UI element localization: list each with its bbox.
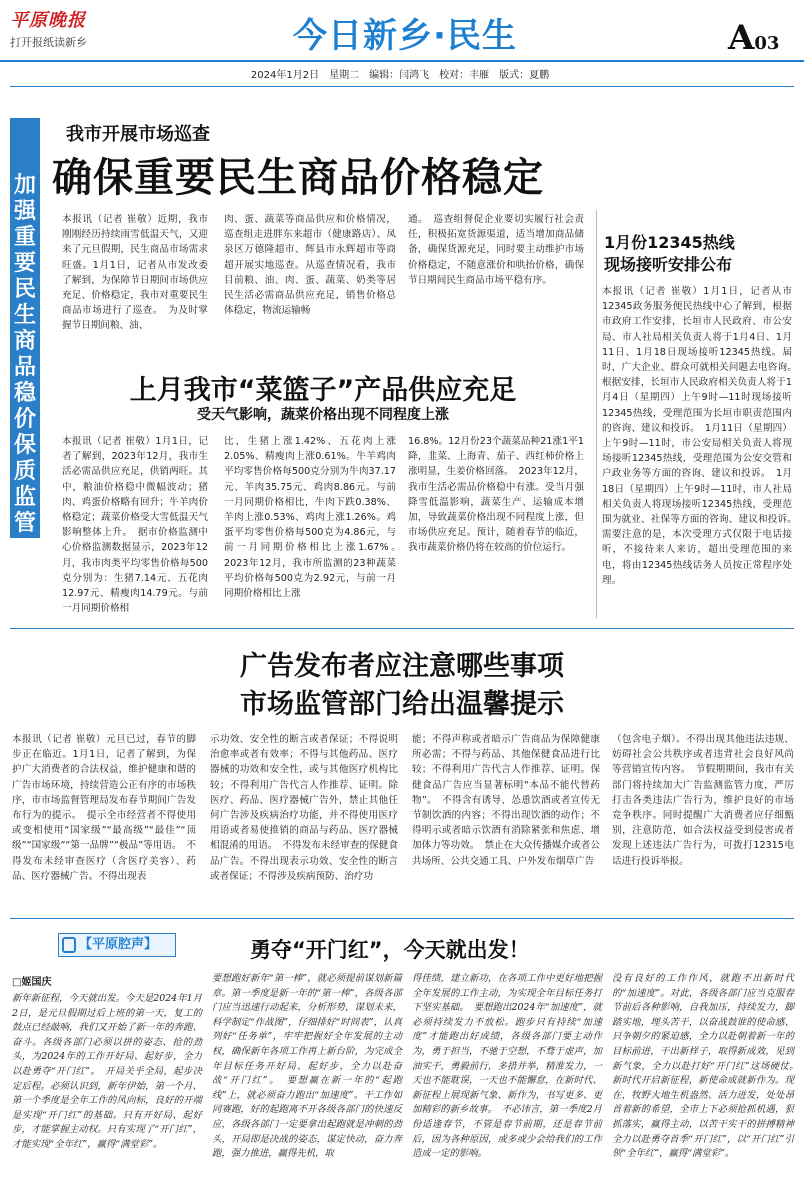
page-letter: A	[728, 18, 755, 58]
top-divider	[10, 86, 794, 87]
story2-col2: 比，生猪上涨1.42%、五花肉上涨2.05%、精瘦肉上涨0.61%。牛羊鸡肉平均零售价格每500克分别为牛肉37.17元、羊肉35.75元、鸡肉8.86元。与前一月同期价格相比，牛肉下跌0.38%、羊肉上涨0.53%、鸡肉上涨1.26%。鸡蛋平均零售价格每500克为4.86元，与前一月同期价格相比上涨1.67%。 2023年12月，我市所监测的23种蔬菜平均价格每500克为2.92元，与前一月同期价格相比上涨	[224, 436, 406, 600]
side-banner: 加强重要民生商品稳价保质监管	[10, 118, 40, 538]
page-number	[728, 18, 779, 58]
story3-headline-line1: 1月份12345热线	[604, 233, 735, 252]
story1-kicker: 我市开展市场巡查	[66, 124, 210, 145]
story4-headline-line2: 市场监管部门给出温馨提示	[240, 689, 564, 720]
column-tag-icon	[62, 937, 76, 953]
column-tag-label: 【平原腔声】	[79, 937, 158, 952]
masthead-logo	[10, 6, 110, 58]
story3-headline-line2: 现场接听安排公布	[604, 255, 733, 274]
story4-col1: 本报讯（记者 崔敬）元旦已过，春节的脚步正在临近。1月1日，记者了解到，为保护广大消费者的合法权益，维护健康和谐的广告市场环境，持续营造公正有序的市场秩序，市市场监督管理局发布春节期间广告发布行为的提示。 提示全市经营者不得使用或变相使用“国家级”“最高级”“最佳”“顶级”“国家级”“第一品牌”“极品”等用语。 不得发布未经审查医疗（含医疗美容）、药品、医疗器械广告。不得出现表	[12, 734, 196, 882]
mid-divider	[10, 628, 794, 629]
story1-col1: 本报讯（记者 崔敬）近期，我市刚刚经历持续雨雪低温天气，又迎来了元旦假期，民生商品市场需求旺盛。1月1日，记者从市发改委了解到，为保障节日期间市场供应充足、价格稳定，我市对重要民生商品市场进行了巡查。 为及时掌握节日期间粮、油、	[62, 214, 208, 332]
page-digits: 03	[754, 33, 780, 54]
story2-col1: 本报讯（记者 崔敬）1月1日，记者了解到，2023年12月，我市生活必需品供应充足，供销两旺。其中，粮油价格稳中微幅波动；猪肉、鸡蛋价格略有回升；牛羊肉价格稳定；蔬菜价格受大雪低温天气影响整体上升。 据市价格监测中心价格监测数据显示，2023年12月，我市肉类平均零售价格每500克分别为：生猪7.14元、五花肉12.97元、精瘦肉14.79元。与前一月同期价格相	[62, 436, 208, 615]
story4-headline	[140, 648, 664, 724]
story2-headline: 上月我市“菜篮子”产品供应充足	[129, 375, 517, 406]
story3-body: 本报讯（记者 崔敬）1月1日，记者从市12345政务服务便民热线中心了解到，根据市政府工作安排，长垣市人民政府、市公安局、市人社局相关负责人将于1月4日、1月11日、1月18日现场接听12345热线。届时，广大企业、群众可就相关问题去电咨询。 根据安排，长垣市人民政府相关负责人将于1月4日（星期四）上午9时—11时现场接听12345热线，受理范围为长垣市职责范围内的咨询、建议和投诉。 1月11日（星期四）上午9时—11时，市公安局相关负责人将现场接听12345热线，受理范围为公安交管和户政业务等方面的咨询、建议和投诉。 1月18日（星期四）上午9时—11时，市人社局相关负责人将现场接听12345热线，受理范围为就业、社保等方面的咨询、建议和投诉。 需要注意的是，本次受理方式仅限于电话接听，不接待来人来访，超出受理范围的来电，将由12345热线话务人员按正常程序处理。	[602, 286, 802, 586]
story4-col2: 示功效、安全性的断言或者保证；不得说明治愈率或者有效率；不得与其他药品、医疗器械的功效和安全性，或与其他医疗机构比较；不得利用广告代言人作推荐、证明。除医疗、药品、医疗器械广告外，禁止其他任何广告涉及疾病治疗功能，并不得使用医疗用语或者易使推销的商品与药品、医疗器械相混淆的用语。 不得发布未经审查的保健食品广告。不得出现表示功效、安全性的断言或者保证；不得涉及疾病预防、治疗功	[210, 734, 398, 882]
story1-col3: 通。 巡查组督促企业要切实履行社会责任，积极拓宽货源渠道，适当增加商品储备，确保货源充足，同时要主动维护市场价格稳定，不随意涨价和哄抬价格，确保节日期间民生商品市场平稳有序。	[408, 214, 584, 286]
story1-headline: 确保重要民生商品价格稳定	[52, 155, 544, 201]
story2-col3: 16.8%。12月份23个蔬菜品种21涨1平1降，韭菜、上海青、茄子、西红柿价格上涨明显，生姜价格回落。 2023年12月，我市生活必需品价格稳中有涨。受当月强降雪低温影响，蔬菜生产、运输成本增加，导致蔬菜价格出现不同程度上涨，但市场供应充足。预计，随着春节的临近，我市蔬菜价格仍将在较高的价位运行。	[408, 436, 584, 554]
story1-col2: 肉、蛋、蔬菜等商品供应和价格情况，巡查组走进胖东来超市（健康路店）、凤泉区万德隆超市、辉县市永辉超市等商超开展实地巡查。从巡查情况看，我市目前粮、油、肉、蛋、蔬菜、奶类等居民生活必需商品供应充足，销售价格总体稳定，物流运输畅	[224, 214, 396, 317]
story4-col4: （包含电子烟）。不得出现其他违法违规、妨碍社会公共秩序或者违背社会良好风尚等营销宣传内容。 节假期期间，我市有关部门将持续加大广告监测监管力度，严厉打击各类违法广告行为，维护良好的市场竞争秩序。同时提醒广大消费者应仔细甄别，注意防范，如合法权益受到侵害或者发现上述违法广告行为，可拨打12315电话进行投诉举报。	[612, 734, 794, 867]
essay-divider	[10, 918, 794, 919]
section-title: 今日新乡·民生	[293, 16, 517, 56]
essay-col1: 新年新征程，今天就出发。今天是2024年1月2日，是元旦假期过后上班的第一天，复工的鼓点已经敲响，我们又开始了新一年的奔跑、奋斗。各级各部门必须以拼的姿态、抢的劲头，为2024年的工作开好局、起好步，全力以赴勇夺“开门红”。 开局关乎全局，起步决定后程。必须认识到，新年伊始，第一个月、第一个季度是全年工作的风向标，良好的开端是实现“开门红”的基础。只有开好局、起好步，才能掌握主动权。只有实现了“开门红”，才能实现“全年红”，赢得“满堂彩”。	[12, 993, 202, 1150]
header-rule	[0, 60, 804, 62]
story4-headline-line1: 广告发布者应注意哪些事项	[240, 651, 564, 682]
right-column-divider	[596, 210, 597, 618]
essay-col2: 要想跑好新年“第一棒”，就必须提前谋划新篇章。第一季度是新一年的“第一棒”，各级各部门应当迅速行动起来，分析形势，谋划未来，科学制定“作战图”，仔细排好“时间表”，认真列好“任务单”，牢牢把握好全年发展的主动权，确保新年各项工作再上新台阶，为完成全年目标任务开好局、起好步，全力以赴奋战“开门红”。 要想赢在新一年的“起跑线”上，就必须奋力跑出“加速度”。干工作如同赛跑，好的起跑离不开各级各部门的快速反应，各级各部门一定要拿出起跑就是冲刺的劲头，开局即是决战的姿态，谋定快动，奋力奔跑，强力推进，赢得先机，取	[212, 973, 402, 1160]
dateline: 2024年1月2日 星期二 编辑：闫鸿飞 校对：丰雁 版式：夏鹏	[250, 70, 550, 81]
essay-col4: 没有良好的工作作风，就跑不出新时代的“加速度”。对此，各级各部门应当克服春节前后各种影响，自我加压，持续发力，脚踏实地，埋头苦干，以奋战鼓谁的使命感、只争朝夕的紧迫感，全力以赴朝着新一年的目标前进，干出新样子，取得新成效，见到新气象，全力以赴打好“开门红”这场硬仗。 新时代开启新征程，新使命成就新作为。现在，牧野大地生机盎然、活力迸发，处处昂首着新的希望，全市上下必须抢抓机遇，狠抓落实，赢得主动，以苦干实干的拼搏精神全力以赴勇夺首季“开门红”，以“开门红”引领“全年红”，赢得“满堂彩”。	[612, 973, 804, 1160]
newspaper-slogan: 打开报纸读新乡	[10, 36, 87, 49]
column-tag	[58, 933, 176, 957]
story3-headline	[604, 232, 794, 276]
story2-subhead: 受天气影响，蔬菜价格出现不同程度上涨	[197, 407, 449, 423]
newspaper-logo: 平原晚报	[10, 10, 86, 31]
story4-col3: 能；不得声称或者暗示广告商品为保障健康所必需；不得与药品、其他保健食品进行比较；不得利用广告代言人作推荐、证明。保健食品广告应当显著标明“本品不能代替药物”。 不得含有诱导、怂恿饮酒或者宣传无节制饮酒的内容；不得出现饮酒的动作；不得明示或者暗示饮酒有消除紧张和焦虑、增加体力等功效。 禁止在大众传播媒介或者公共场所、公共交通工具、户外发布烟草广告	[412, 734, 600, 867]
essay-byline: □姬国庆	[12, 977, 52, 988]
essay-title: 勇夺“开门红”，今天就出发！	[250, 938, 530, 962]
essay-col3: 得佳绩，建立新功，在各项工作中更好地把握全年发展的工作主动，为实现全年目标任务打下坚实基础。 要想跑出2024年“加速度”，就必须持续发力不放松。跑步只有持续“加速度”才能跑出好成绩，各级各部门要主动作为，勇于担当，不驰于空想，不骛于虚声，加油实干，勇毅前行，多措并举，精准发力，一天也不能耽误，一天也不能懈怠，在新时代、新征程上展现新气象、新作为，书写更多、更加精彩的新乡故事。 不必讳言，第一季度2月份适逢春节，不管是春节前期，还是春节前后，因为各种原因，或多或少会给我们的工作造成一定的影响。	[412, 973, 602, 1160]
